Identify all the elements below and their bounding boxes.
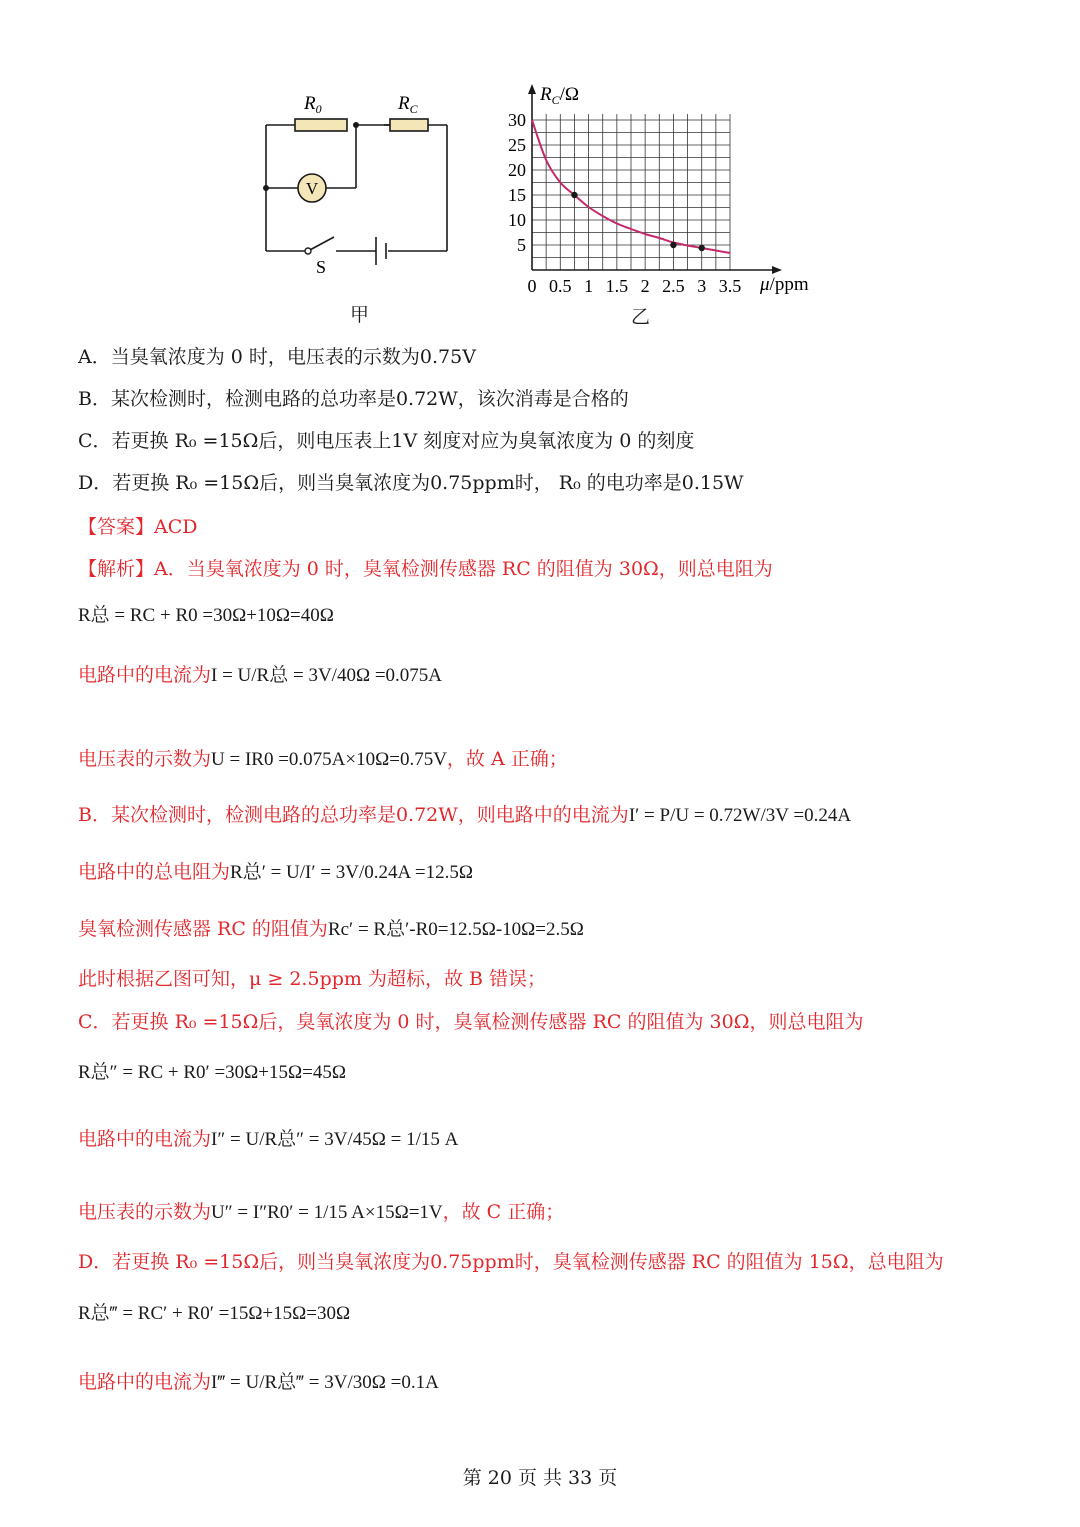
marked-point: [699, 245, 705, 251]
rc-resistor-icon: [390, 119, 428, 131]
y-tick-label: 5: [517, 235, 526, 255]
x-axis-arrow-icon: [772, 266, 782, 274]
analysis-a-current: 电路中的电流为I = U/R总 = 3V/40Ω =0.075A: [78, 664, 443, 686]
option-c: C．若更换 R₀ =15Ω后，则电压表上1V 刻度对应为臭氧浓度为 0 的刻度: [78, 430, 695, 452]
r0-label: $R_0$: [304, 93, 322, 116]
y-tick-label: 30: [508, 110, 526, 130]
meter-label: V: [305, 179, 319, 198]
analysis-a-eq1: R总 = RC + R0 =30Ω+10Ω=40Ω: [78, 605, 334, 626]
y-tick-label: 15: [508, 185, 526, 205]
x-tick-labels: [528, 276, 742, 296]
rc-concentration-chart: [498, 82, 828, 300]
analysis-d-eq1: R总‴ = RC′ + R0′ =15Ω+15Ω=30Ω: [78, 1303, 351, 1324]
x-axis-label: μ/ppm: [760, 274, 809, 295]
option-b: B．某次检测时，检测电路的总功率是0.72W，该次消毒是合格的: [78, 388, 629, 410]
option-d: D．若更换 R₀ =15Ω后，则当臭氧浓度为0.75ppm时， R₀ 的电功率是0.15W: [78, 472, 744, 494]
y-axis-arrow-icon: [528, 84, 536, 94]
x-tick-label: 1.5: [605, 276, 629, 296]
marked-point: [571, 192, 577, 198]
analysis-b-conclusion: 此时根据乙图可知，μ ≥ 2.5ppm 为超标，故 B 错误；: [78, 968, 546, 990]
circuit-caption: 甲: [350, 304, 370, 326]
analysis-c-intro: C．若更换 R₀ =15Ω后，臭氧浓度为 0 时，臭氧检测传感器 RC 的阻值为 30Ω，则总电阻为: [78, 1011, 864, 1033]
y-axis-label: $R_C/\Omega$: [540, 84, 580, 107]
circuit-diagram: [250, 85, 470, 285]
graph-caption: 乙: [631, 306, 651, 328]
analysis-d-intro: D．若更换 R₀ =15Ω后，则当臭氧浓度为0.75ppm时，臭氧检测传感器 RC 的阻值为 15Ω，总电阻为: [78, 1251, 944, 1273]
analysis-d-current: 电路中的电流为I‴ = U/R总‴ = 3V/30Ω =0.1A: [78, 1371, 439, 1393]
x-tick-label: 2.5: [662, 276, 685, 296]
x-tick-label: 3.5: [718, 276, 742, 296]
page-footer: 第 20 页 共 33 页: [462, 1467, 618, 1489]
marked-point: [670, 242, 676, 248]
analysis-b-intro: B．某次检测时，检测电路的总功率是0.72W，则电路中的电流为I′ = P/U = 0.72W/3V =0.24A: [78, 804, 852, 826]
analysis-a-voltage: 电压表的示数为U = IR0 =0.075A×10Ω=0.75V，故 A 正确；: [78, 748, 568, 770]
y-tick-label: 10: [508, 210, 526, 230]
analysis-b-rc: 臭氧检测传感器 RC 的阻值为Rc′ = R总′-R0=12.5Ω-10Ω=2.5Ω: [78, 918, 584, 940]
x-tick-label: 2: [640, 276, 650, 296]
x-tick-label: 0.5: [549, 276, 572, 296]
x-tick-label: 3: [697, 276, 707, 296]
y-tick-label: 25: [508, 135, 526, 155]
analysis-c-current: 电路中的电流为I″ = U/R总″ = 3V/45Ω = 1/15 A: [78, 1128, 459, 1150]
analysis-c-eq1: R总″ = RC + R0′ =30Ω+15Ω=45Ω: [78, 1062, 346, 1083]
marked-points: [571, 192, 705, 251]
analysis-c-voltage: 电压表的示数为U″ = I″R0′ = 1/15 A×15Ω=1V，故 C 正确；: [78, 1201, 565, 1223]
x-tick-label: 1: [584, 276, 594, 296]
y-tick-labels: [508, 110, 526, 255]
r0-resistor-icon: [295, 119, 347, 131]
y-tick-label: 20: [508, 160, 526, 180]
option-a: A．当臭氧浓度为 0 时，电压表的示数为0.75V: [78, 346, 476, 368]
switch-label: S: [316, 257, 327, 277]
analysis-a-intro: 【解析】A．当臭氧浓度为 0 时，臭氧检测传感器 RC 的阻值为 30Ω，则总电阻为: [78, 558, 773, 580]
analysis-b-total: 电路中的总电阻为R总′ = U/I′ = 3V/0.24A =12.5Ω: [78, 861, 474, 883]
rc-label: $R_C$: [398, 93, 418, 116]
x-tick-label: 0: [527, 276, 537, 296]
answer-line: 【答案】ACD: [78, 516, 198, 538]
